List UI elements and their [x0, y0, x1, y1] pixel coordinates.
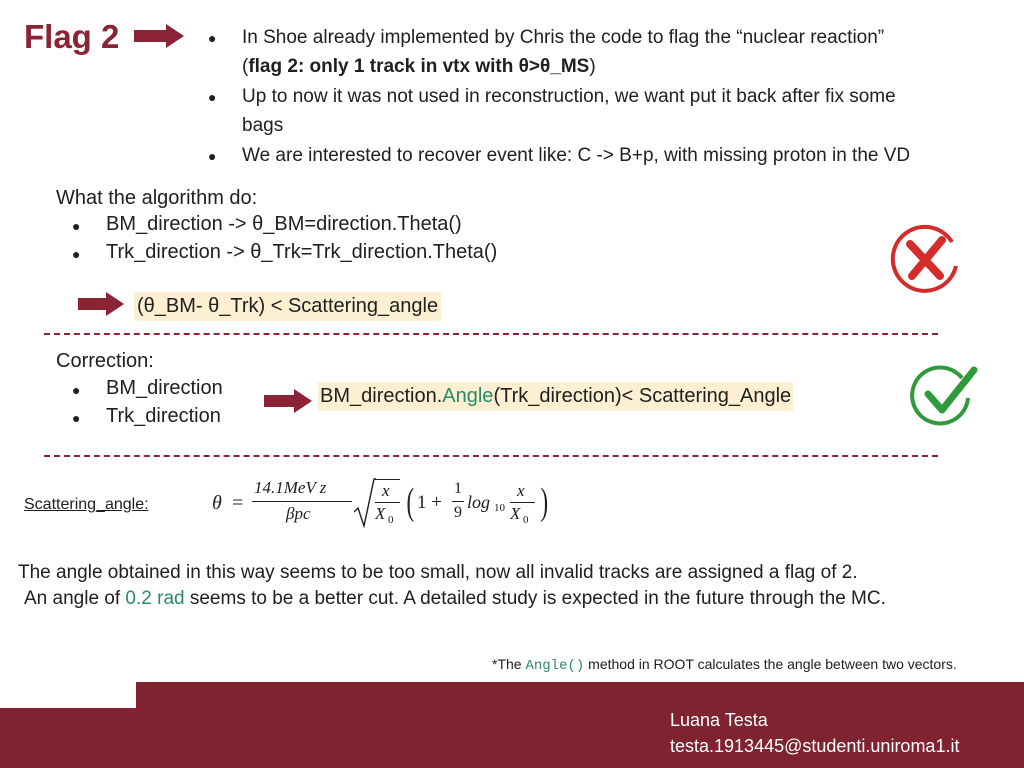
bullet-dot: ● — [72, 218, 81, 234]
correction-result: BM_direction.Angle(Trk_direction)< Scattering_Angle — [318, 382, 793, 411]
conclusion-line-2: An angle of 0.2 rad seems to be a better cut. A detailed study is expected in the future through the MC. — [24, 588, 886, 609]
bullet-dot: ● — [72, 246, 81, 262]
correction-item: BM_direction — [106, 377, 223, 399]
author-email: testa.1913445@studenti.uniroma1.it — [670, 736, 960, 756]
author-name: Luana Testa — [670, 710, 768, 730]
bullet-dot: ● — [72, 410, 81, 426]
fraction-bar — [510, 502, 535, 503]
right-arrow-icon — [134, 24, 184, 48]
algorithm-item: BM_direction -> θ_BM=direction.Theta() — [106, 213, 462, 235]
scattering-label: Scattering_angle: — [24, 496, 149, 513]
algorithm-item: Trk_direction -> θ_Trk=Trk_direction.Theta() — [106, 241, 498, 263]
bullet-dot: ● — [208, 30, 217, 46]
correction-item: Trk_direction — [106, 405, 221, 427]
author-block — [670, 707, 959, 759]
intro-bullet-2: Up to now it was not used in reconstruction, we want put it back after fix some bags — [242, 86, 896, 136]
fraction-bar — [452, 501, 464, 502]
correction-heading: Correction: — [56, 350, 154, 372]
right-arrow-icon — [78, 292, 124, 316]
right-arrow-icon — [264, 389, 312, 413]
sqrt-sign — [354, 478, 376, 528]
slide-title: Flag 2 — [24, 18, 120, 55]
fraction-bar — [252, 501, 352, 502]
intro-bullet-1: In Shoe already implemented by Chris the code to flag the “nuclear reaction” (flag 2: only 1 track in vtx with θ>θ_MS) — [242, 27, 885, 77]
bullet-dot: ● — [72, 382, 81, 398]
section-divider — [44, 455, 938, 457]
conclusion-line-1: The angle obtained in this way seems to be too small, now all invalid tracks are assigned a flag of 2. — [18, 562, 858, 583]
section-divider — [44, 333, 938, 335]
intro-bullet-3: We are interested to recover event like: C -> B+p, with missing proton in the VD — [242, 145, 911, 166]
bullet-dot: ● — [208, 148, 217, 164]
algorithm-heading: What the algorithm do: — [56, 187, 258, 209]
footer-notch — [0, 682, 136, 708]
footnote: *The Angle() method in ROOT calculates the angle between two vectors. — [492, 656, 957, 674]
fraction-bar — [375, 502, 400, 503]
check-mark-icon — [910, 364, 982, 426]
scattering-formula: θ = 14.1MeV z βpc x X 0 ( 1 + 1 9 log 10 x X 0 ) — [212, 478, 549, 526]
bullet-dot: ● — [208, 89, 217, 105]
sqrt-bar — [375, 479, 400, 480]
algorithm-result: (θ_BM- θ_Trk) < Scattering_angle — [134, 292, 441, 321]
wrong-mark-icon — [890, 222, 962, 298]
